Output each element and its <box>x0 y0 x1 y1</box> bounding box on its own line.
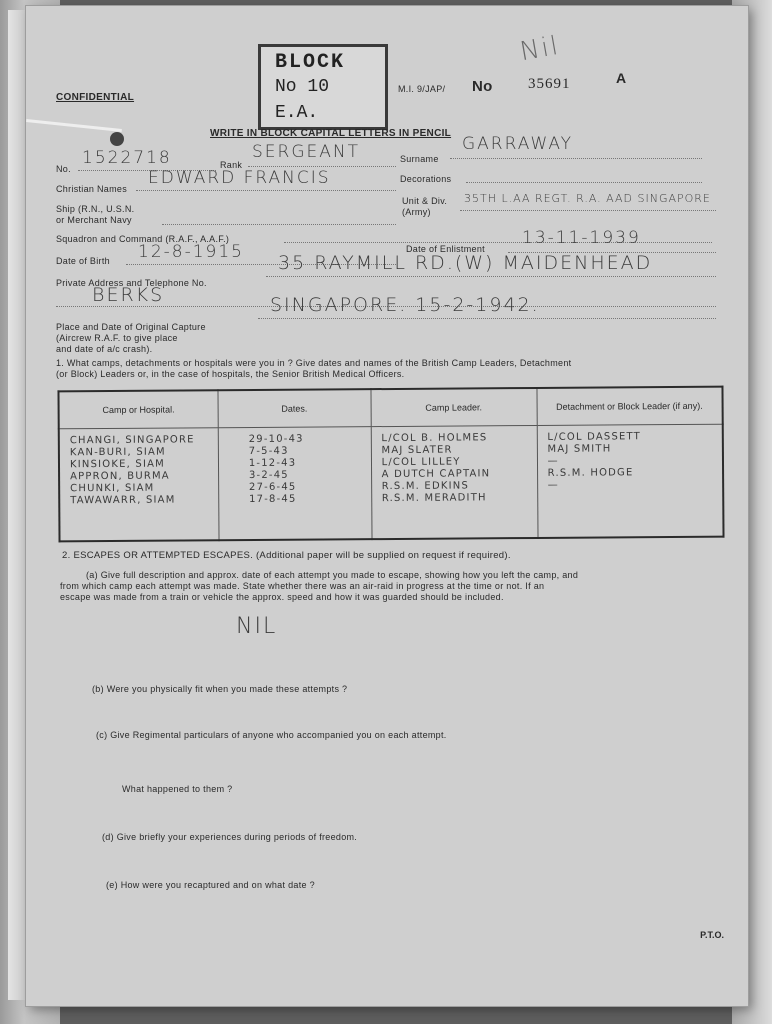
enlistment-value: 13-11-1939 <box>522 228 641 248</box>
q1-text-2: (or Block) Leaders or, in the case of hospitals, the Senior British Medical Officers. <box>56 369 405 379</box>
ship-label-2: or Merchant Navy <box>56 215 132 225</box>
surname-value: GARRAWAY <box>462 134 574 154</box>
col-leader-header: Camp Leader. <box>371 388 537 427</box>
camps-cell <box>59 428 219 542</box>
rank-label: Rank <box>220 160 243 170</box>
service-number: 1522718 <box>82 148 172 168</box>
dates-cell <box>218 427 372 541</box>
stamp-line-3: E.A. <box>275 103 319 123</box>
block-leader-entry: — <box>547 479 559 491</box>
col-camp-header: Camp or Hospital. <box>58 390 218 429</box>
camp-entry: CHUNKI, SIAM <box>70 482 155 495</box>
date-entry: 17-8-45 <box>249 493 297 505</box>
q2-title: 2. ESCAPES OR ATTEMPTED ESCAPES. (Additional paper will be supplied on request if required). <box>62 550 511 561</box>
leader-entry: L/COL LILLEY <box>381 456 461 469</box>
col-dates-header: Dates. <box>218 389 371 428</box>
form-number: 35691 <box>528 76 571 92</box>
capture-label-3: and date of a/c crash). <box>56 344 153 354</box>
decorations-label: Decorations <box>400 174 452 184</box>
camp-entry: CHANGI, SINGAPORE <box>69 434 195 447</box>
leader-entry: MAJ SLATER <box>381 444 453 457</box>
surname-label: Surname <box>400 154 439 164</box>
q2-a-line-1: (a) Give full description and approx. date of each attempt you made to escape, showing how you left the camp, and <box>86 570 579 580</box>
instruction-heading: WRITE IN BLOCK CAPITAL LETTERS IN PENCIL <box>210 128 452 139</box>
unit-label-1: Unit & Div. <box>402 196 448 206</box>
address-label: Private Address and Telephone No. <box>56 278 207 288</box>
q2-d: (d) Give briefly your experiences during periods of freedom. <box>102 832 358 842</box>
camp-entry: APPRON, BURMA <box>70 470 170 483</box>
q2-a-answer: NIL <box>236 614 278 639</box>
capture-label-2: (Aircrew R.A.F. to give place <box>56 333 178 343</box>
form-ref: M.I. 9/JAP/ <box>398 84 446 94</box>
ship-label-1: Ship (R.N., U.S.N. <box>56 204 135 214</box>
leaders-cell <box>371 425 538 539</box>
date-entry: 29-10-43 <box>248 433 304 445</box>
q2-e: (e) How were you recaptured and on what date ? <box>106 880 315 890</box>
address-value-2: BERKS <box>92 284 165 306</box>
pto-label: P.T.O. <box>700 930 724 940</box>
leader-entry: R.S.M. MERADITH <box>381 492 487 505</box>
rank-value: SERGEANT <box>252 142 360 162</box>
unit-value: 35TH L.AA REGT. R.A. AAD SINGAPORE <box>464 192 711 205</box>
christian-names-value: EDWARD FRANCIS <box>148 168 331 188</box>
leader-entry: A DUTCH CAPTAIN <box>381 468 491 481</box>
christian-names-label: Christian Names <box>56 184 128 194</box>
questionnaire-page <box>26 6 748 1006</box>
number-label: No <box>472 78 493 95</box>
col-block-leader-header: Detachment or Block Leader (if any). <box>537 387 723 426</box>
block-stamp <box>258 44 388 130</box>
address-value-1: 35 RAYMILL RD.(W) MAIDENHEAD <box>278 252 653 274</box>
date-entry: 27-6-45 <box>248 481 297 493</box>
confidential-label: CONFIDENTIAL <box>56 92 135 103</box>
punch-hole <box>110 132 124 146</box>
capture-value: SINGAPORE. 15-2-1942. <box>270 294 540 316</box>
squadron-label: Squadron and Command (R.A.F., A.A.F.) <box>56 234 230 244</box>
camp-entry: TAWAWARR, SIAM <box>70 494 176 507</box>
date-entry: 7-5-43 <box>248 445 289 457</box>
leader-entry: L/COL B. HOLMES <box>381 432 488 445</box>
camps-table <box>57 386 724 543</box>
block-leaders-cell <box>537 424 724 538</box>
capture-label-1: Place and Date of Original Capture <box>56 322 206 332</box>
dob-label: Date of Birth <box>56 256 110 266</box>
leader-entry: R.S.M. EDKINS <box>381 480 470 493</box>
block-leader-entry: L/COL DASSETT <box>547 431 642 443</box>
tag-string <box>26 119 122 132</box>
block-leader-entry: — <box>547 455 559 467</box>
q2-c: (c) Give Regimental particulars of anyone who accompanied you on each attempt. <box>96 730 447 740</box>
camp-entry: KINSIOKE, SIAM <box>69 458 166 471</box>
q2-a-line-2: from which camp each attempt was made. State whether there was an air-raid in progress at the time or not. If an <box>60 581 545 591</box>
block-leader-entry: MAJ SMITH <box>547 443 612 455</box>
nil-annotation: Nil <box>517 30 563 68</box>
enlistment-label: Date of Enlistment <box>406 244 485 254</box>
q2-c-followup: What happened to them ? <box>122 784 233 794</box>
date-entry: 3-2-45 <box>248 469 289 481</box>
dob-value: 12-8-1915 <box>138 242 244 262</box>
block-leader-entry: R.S.M. HODGE <box>547 467 634 479</box>
camp-entry: KAN-BURI, SIAM <box>69 446 166 459</box>
stamp-line-2: No 10 <box>275 77 330 97</box>
q1-text-1: 1. What camps, detachments or hospitals were you in ? Give dates and names of the British Camp Leaders, Detachment <box>56 358 572 368</box>
no-label: No. <box>56 164 71 174</box>
stamp-line-1: BLOCK <box>275 51 346 74</box>
date-entry: 1-12-43 <box>248 457 297 469</box>
q2-b: (b) Were you physically fit when you made these attempts ? <box>92 684 348 694</box>
unit-label-2: (Army) <box>402 207 431 217</box>
form-suffix: A <box>616 70 627 86</box>
q2-a-line-3: escape was made from a train or vehicle the approx. speed and how it was guarded should be included. <box>60 592 504 602</box>
